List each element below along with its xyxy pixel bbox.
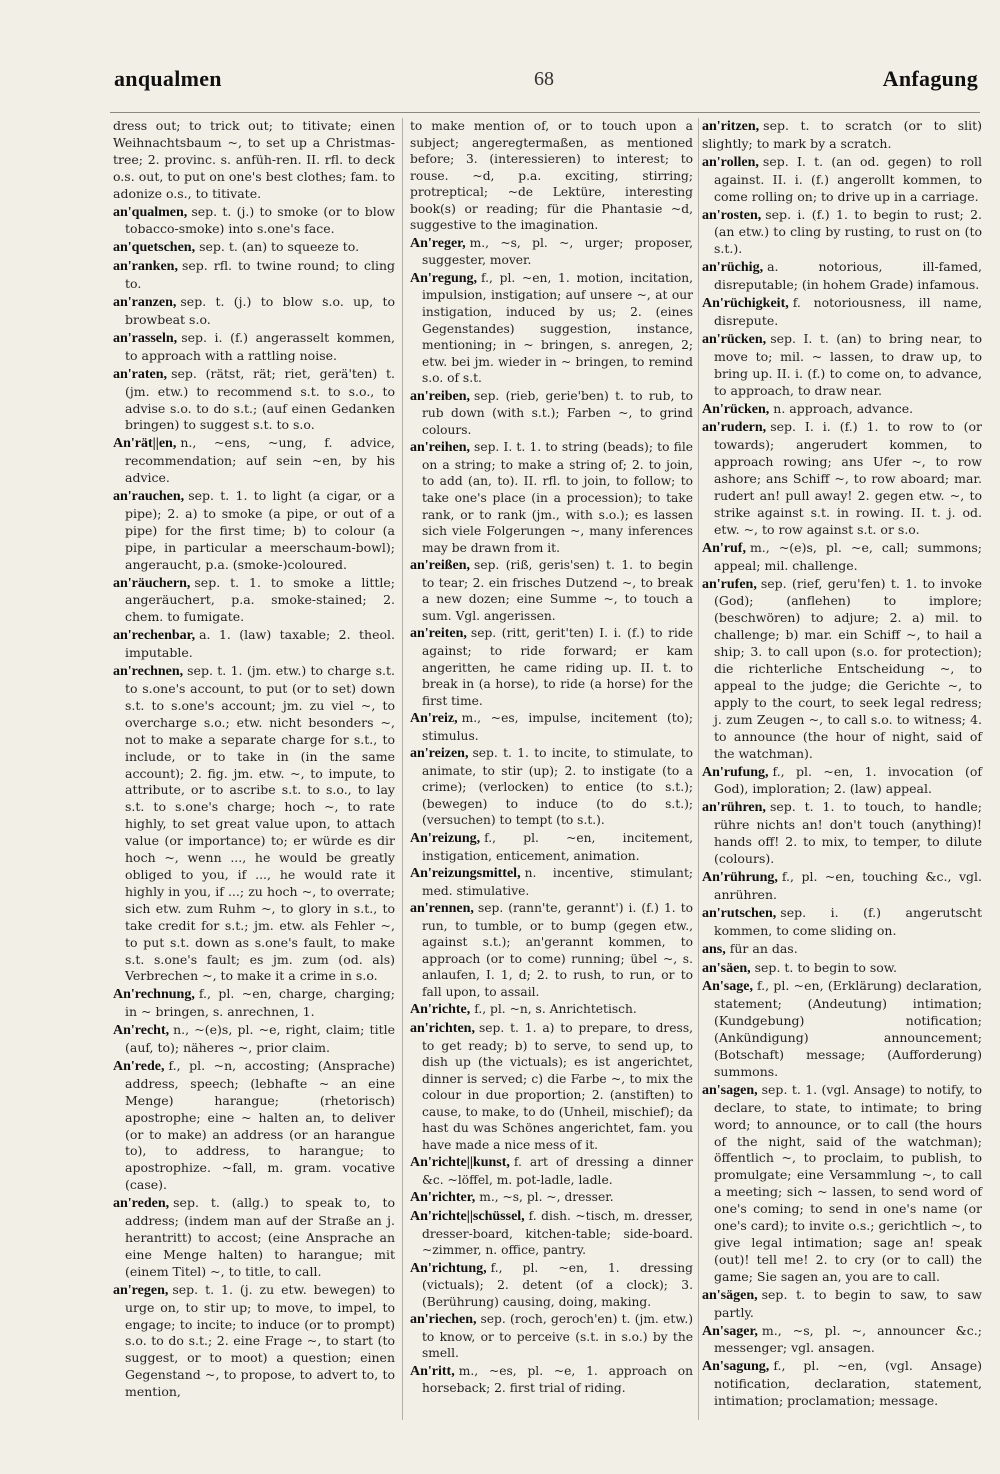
entry-definition: n. approach, advance.	[773, 400, 914, 416]
entry-headword: an'reizen,	[410, 746, 469, 762]
entry-headword: An'reiz,	[410, 711, 458, 727]
entry-headword: An'ritt,	[410, 1363, 455, 1379]
dictionary-entry	[410, 388, 693, 439]
entry-definition: n., ~(e)s, pl. ~e, right, claim; title (auf, to); näheres ~, prior claim.	[125, 1022, 395, 1056]
dictionary-entry	[410, 1001, 693, 1019]
dictionary-entry	[702, 978, 982, 1080]
entry-headword: an'regen,	[113, 1282, 169, 1298]
dictionary-entry	[410, 830, 693, 864]
entry-definition: f., pl. ~n, accosting; (Ansprache) address, speech; (lebhafte ~ an eine Menge) harangue; (rhetorisch) apostrophe; eine ~ halten an, to deliver (or to make) an address (or an harangue to), to address, to harangue; to apostrophize. ~fall, m. gram. vocative (case).	[125, 1057, 395, 1193]
dictionary-entry	[410, 557, 693, 624]
entry-headword: an'ranken,	[113, 259, 178, 275]
entry-headword: An'richtung,	[410, 1260, 487, 1276]
entry-definition: sep. (riß, geris'sen) t. 1. to begin to tear; 2. ein frisches Dutzend ~, to break a new dozen; eine Summe ~, to touch a sum. Vgl. angerissen.	[422, 558, 693, 623]
dictionary-entry	[702, 1358, 982, 1410]
entry-headword: an'rüchig,	[702, 260, 764, 276]
entry-headword: an'richten,	[410, 1020, 475, 1036]
entry-definition: sep. (rieb, gerie'ben) t. to rub, to rub down (with s.t.); Farben ~, to grind colours.	[422, 388, 693, 437]
entry-headword: an'rechnen,	[113, 664, 184, 680]
entry-definition: sep. t. (j.) to blow s.o. up, to browbeat s.o.	[125, 294, 395, 327]
dictionary-entry	[113, 366, 395, 435]
entry-definition: m., ~es, pl. ~e, 1. approach on horseback; 2. first trial of riding.	[422, 1363, 693, 1396]
entry-definition: f., pl. ~n, s. Anrichtetisch.	[474, 1002, 637, 1017]
entry-definition: f., pl. ~en, touching &c., vgl. anrühren.	[714, 868, 982, 902]
entry-definition: dress out; to trick out; to titivate; einen Weihnachtsbaum ~, to set up a Christmas-tree; 2. provinc. s. anfüh-ren. II. rfl. to deck o.s. out, to put on one's best clothes; fam. to adonize o.s., to titivate.	[113, 118, 395, 201]
column-divider	[698, 118, 699, 1420]
dictionary-entry	[702, 1287, 982, 1322]
dictionary-entry	[702, 960, 982, 978]
entry-definition: sep. i. (f.) angerasselt kommen, to approach with a rattling noise.	[125, 329, 395, 363]
entry-headword: an'räuchern,	[113, 575, 191, 591]
entry-headword: An'reger,	[410, 235, 466, 251]
entry-headword: an'rasseln,	[113, 330, 178, 346]
entry-definition: sep. t. 1. to light (a cigar, or a pipe); 2. a) to smoke (a pipe, or out of a pipe) for the first time; b) to colour (a pipe, in particular a meerschaum-bowl); angeraucht, p.a. (smoke-)coloured.	[125, 488, 395, 572]
entry-definition: sep. (rann'te, gerannt') i. (f.) 1. to run, to tumble, or to bump (gegen etw., against s.t.); an'gerannt kommen, to approach (or to come) running; übel ~, s. anlaufen, I. 1, d; 2. to rush, to run, or to fall upon, to assail.	[422, 901, 693, 999]
entry-definition: f. notoriousness, ill name, disrepute.	[714, 295, 982, 328]
dictionary-entry	[410, 235, 693, 269]
entry-headword: an'rühren,	[702, 800, 766, 816]
dictionary-entry	[410, 710, 693, 744]
entry-headword: ans,	[702, 941, 726, 957]
entry-headword: An'rede,	[113, 1058, 165, 1074]
entry-definition: sep. t. (j.) to smoke (or to blow tobacco-smoke) into s.one's face.	[125, 203, 395, 237]
dictionary-entry	[702, 799, 982, 868]
entry-definition: sep. (ritt, gerit'ten) I. i. (f.) to ride against; to ride forward; er kam angeritten, he came riding up. II. t. to break in (a horse), to ride (a horse) for the first time.	[422, 626, 693, 708]
dictionary-entry	[410, 439, 693, 556]
dictionary-entry	[113, 258, 395, 293]
entry-definition: m., ~(e)s, pl. ~e, call; summons; appeal; mil. challenge.	[714, 539, 982, 573]
entry-definition: sep. t. 1. (j. zu etw. bewegen) to urge on, to stir up; to move, to impel, to engage; to incite; to induce (or to prompt) s.o. to do s.t.; 2. eine Frage ~, to start (to suggest, or to moot) a question; einen Gegenstand ~, to propose, to advert to, to mention,	[125, 1281, 395, 1400]
column-divider	[402, 118, 403, 1420]
entry-headword: an'rosten,	[702, 207, 762, 223]
dictionary-entry	[702, 869, 982, 904]
dictionary-entry	[410, 900, 693, 1000]
entry-headword: an'reiten,	[410, 626, 467, 642]
dictionary-entry	[113, 435, 395, 487]
dictionary-entry	[702, 764, 982, 799]
entry-definition: sep. t. 1. a) to prepare, to dress, to get ready; b) to serve, to send up, to dish up (the victuals); es ist angerichtet, dinner is served; c) die Farbe ~, to mix the colour in due proportion; 2. (anstiften) to cause, to make, to do (Unheil, mischief); da hast du was Schönes angerichtet, fam. you have made a nice mess of it.	[422, 1020, 693, 1152]
dictionary-entry	[410, 625, 693, 709]
entry-definition: m., ~s, pl. ~, dresser.	[479, 1190, 614, 1205]
entry-headword: an'ritzen,	[702, 119, 760, 134]
dictionary-entry	[113, 627, 395, 662]
entry-headword: an'rennen,	[410, 901, 474, 917]
entry-definition: f., pl. ~en, (Erklärung) declaration, statement; (Andeutung) intimation; (Kundgebung) notification; (Ankündigung) announcement; (Botschaft) message; (Aufforderung) summons.	[714, 978, 982, 1079]
entry-headword: An'ruf,	[702, 540, 746, 556]
entry-headword: an'rutschen,	[702, 905, 777, 921]
entry-headword: an'reißen,	[410, 558, 471, 574]
entry-headword: An'rechnung,	[113, 987, 195, 1003]
entry-headword: An'regung,	[410, 270, 478, 286]
entry-definition: f., pl. ~en, 1. motion, incitation, impulsion, instigation; auf unsere ~, at our instigation, induced by us; 2. (eines Gegenstandes) suggestion, instance, mentioning; in ~ bringen, s. anregen, 2; etw. bei jm. wieder in ~ bringen, to remind s.o. of s.t.	[422, 270, 693, 386]
entry-headword: An'sage,	[702, 979, 753, 995]
dictionary-entry	[702, 1323, 982, 1358]
entry-definition: sep. (rief, geru'fen) t. 1. to invoke (God); (anflehen) to implore; (beschwören) to adjure; 2. a) mil. to challenge; b) mar. ein Schiff ~, to hail a ship; 3. to call upon (s.o. for protection); die richterliche Entscheidung ~, to appeal to the judge; die Gerichte ~, to apply to the court, to seek legal redress; j. zum Zeugen ~, to call s.o. to witness; 4. to announce (the hour of night, said of the watchman).	[714, 575, 982, 761]
dictionary-entry	[702, 331, 982, 400]
entry-headword: an'sagen,	[702, 1082, 758, 1098]
dictionary-entry	[702, 419, 982, 538]
right-guide-word: Anfagung	[882, 66, 978, 91]
entry-definition: sep. I. i. (f.) 1. to row to (or towards); angerudert kommen, to approach rowing; ans Ufer ~, to row ashore; ans Schiff ~, to row aboard; mar. rudert an! pull away! 2. gegen etw. ~, to strike against s.t. in rowing. II. t. j. od. etw. ~, to row against s.t. or s.o.	[714, 419, 982, 537]
entry-definition: sep. (roch, geroch'en) t. (jm. etw.) to know, or to perceive (s.t. in s.o.) by the smell.	[422, 1312, 693, 1361]
dictionary-entry	[702, 905, 982, 940]
dictionary-entry	[410, 1208, 693, 1259]
dictionary-entry	[113, 1022, 395, 1057]
entry-headword: An'richte,	[410, 1002, 471, 1018]
dictionary-entry	[702, 118, 982, 153]
dictionary-entry	[702, 540, 982, 575]
entry-definition: m., ~es, impulse, incitement (to); stimulus.	[422, 711, 693, 743]
dictionary-entry	[113, 118, 395, 203]
entry-definition: sep. I. t. 1. to string (beads); to file on a string; to make a string of; 2. to join, to add (an, to). II. rfl. to join, to follow; to take one's place (in a procession); to take rank, or to rank (jm., with s.o.); es lassen sich viele Folgerungen ~, many inferences may be drawn from it.	[422, 440, 693, 555]
entry-headword: An'rücken,	[702, 401, 770, 417]
header-rule	[110, 112, 980, 113]
entry-definition: a. notorious, ill-famed, disreputable; (in hohem Grade) infamous.	[714, 259, 982, 293]
entry-headword: An'rufung,	[702, 764, 769, 780]
dictionary-entry	[113, 239, 395, 257]
entry-definition: sep. I. t. (an) to bring near, to move to; mil. ~ lassen, to draw up, to bring up. II. i. (f.) to come on, to advance, to approach, to draw near.	[714, 330, 982, 398]
entry-definition: sep. t. 1. to touch, to handle; rühre nichts an! don't touch (anything)! hands off! 2. to mix, to temper, to dilute (colours).	[714, 799, 982, 867]
dictionary-entry	[410, 1020, 693, 1153]
entry-headword: an'quetschen,	[113, 240, 196, 256]
entry-definition: sep. t. to begin to saw, to saw partly.	[714, 1286, 982, 1320]
entry-definition: f. art of dressing a dinner &c. ~löffel, m. pot-ladle, ladle.	[422, 1155, 693, 1187]
dictionary-entry	[702, 576, 982, 763]
entry-definition: n., ~ens, ~ung, f. advice, recommendation; auf sein ~en, by his advice.	[125, 435, 395, 486]
page-header	[108, 66, 980, 100]
column-3	[702, 118, 982, 1411]
entry-headword: an'reiben,	[410, 388, 471, 404]
entry-definition: sep. i. (f.) 1. to begin to rust; 2. (an etw.) to cling by rusting, to rust on (to s.t.).	[714, 206, 982, 257]
entry-headword: an'qualmen,	[113, 204, 188, 220]
entry-definition: f., pl. ~en, incitement, instigation, enticement, animation.	[422, 830, 693, 863]
left-guide-word: anqualmen	[114, 66, 222, 91]
dictionary-entry	[410, 1311, 693, 1362]
column-2	[410, 118, 693, 1398]
entry-definition: a. 1. (law) taxable; 2. theol. imputable.	[125, 627, 395, 661]
entry-headword: An'reizung,	[410, 830, 481, 846]
entry-headword: an'rauchen,	[113, 489, 185, 505]
dictionary-entry	[113, 330, 395, 365]
entry-definition: sep. (rätst, rät; riet, gerä'ten) t. (jm. etw.) to recommend s.t. to s.o., to advise s.o. to do s.t.; (auf einen Gedanken bringen) to suggest s.t. to s.o.	[125, 365, 395, 433]
entry-definition: sep. rfl. to twine round; to cling to.	[125, 258, 395, 292]
entry-headword: An'rührung,	[702, 869, 778, 885]
dictionary-entry	[113, 663, 395, 985]
entry-definition: sep. t. 1. (vgl. Ansage) to notify, to declare, to state, to intimate; to bring word; to announce, or to call (the hours of the night, said of the watchman); öffentlich ~, to proclaim, to publish, to promulgate; eine Versammlung ~, to call a meeting; sich ~ lassen, to send word of one's coming; to send in one's name (or one's card); to invite o.s.; gerichtlich ~, to give legal intimation; sage an! speak (out)! tell me! 2. to cry (or to call) the game; Sie sagen an, you are to call.	[714, 1081, 982, 1284]
dictionary-entry	[113, 294, 395, 329]
entry-headword: an'rudern,	[702, 420, 767, 436]
dictionary-entry	[410, 1189, 693, 1207]
entry-definition: n. incentive, stimulant; med. stimulative.	[422, 866, 693, 898]
dictionary-entry	[410, 270, 693, 387]
entry-definition: f., pl. ~en, 1. dressing (victuals); 2. detent (of a clock); 3. (Berührung) causing, doing, making.	[422, 1260, 693, 1309]
dictionary-entry	[410, 1260, 693, 1311]
entry-definition: sep. t. to begin to sow.	[754, 959, 897, 975]
entry-definition: sep. t. to scratch (or to slit) slightly; to mark by a scratch.	[702, 118, 982, 151]
entry-headword: an'rechenbar,	[113, 628, 196, 644]
column-1	[113, 118, 395, 1402]
dictionary-entry	[113, 986, 395, 1021]
entry-headword: An'reizungsmittel,	[410, 866, 521, 882]
dictionary-entry	[410, 865, 693, 899]
entry-definition: m., ~s, pl. ~, urger; proposer, suggester, mover.	[422, 235, 693, 268]
entry-headword: an'rollen,	[702, 154, 759, 170]
entry-headword: an'reden,	[113, 1196, 170, 1212]
entry-headword: An'recht,	[113, 1023, 170, 1039]
dictionary-entry	[702, 1082, 982, 1286]
entry-headword: An'richte||kunst,	[410, 1155, 510, 1171]
entry-definition: sep. t. (an) to squeeze to.	[199, 239, 360, 255]
dictionary-entry	[410, 1154, 693, 1188]
dictionary-entry	[113, 204, 395, 239]
page-number: 68	[534, 68, 554, 90]
dictionary-entry	[702, 259, 982, 294]
entry-definition: to make mention of, or to touch upon a subject; angeregtermaßen, as mentioned before; 3. (interessieren) to interest; to rouse. ~d, p.a. exciting, stirring; protreptical; ~de Lektüre, interesting book(s) or reading; für die Phantasie ~d, suggestive to the imagination.	[410, 119, 693, 233]
dictionary-entry	[410, 118, 693, 234]
dictionary-entry	[410, 1363, 693, 1397]
entry-headword: An'richte||schüssel,	[410, 1209, 525, 1224]
dictionary-entry	[113, 1058, 395, 1194]
entry-headword: an'rufen,	[702, 576, 757, 592]
entry-definition: m., ~s, pl. ~, announcer &c.; messenger; vgl. ansagen.	[714, 1322, 982, 1356]
dictionary-entry	[410, 745, 693, 829]
entry-definition: f., pl. ~en, (vgl. Ansage) notification, declaration, statement, intimation; proclamation; message.	[714, 1358, 982, 1409]
dictionary-entry	[702, 295, 982, 330]
entry-definition: für an das.	[729, 940, 798, 956]
dictionary-entry	[702, 941, 982, 959]
dictionary-entry	[702, 207, 982, 259]
dictionary-entry	[113, 575, 395, 627]
entry-headword: An'rüchigkeit,	[702, 296, 789, 312]
entry-definition: sep. t. 1. to smoke a little; angeräuchert, p.a. smoke-stained; 2. chem. to fumigate.	[125, 574, 395, 625]
entry-headword: an'riechen,	[410, 1312, 477, 1328]
dictionary-entry	[113, 1282, 395, 1401]
dictionary-entry	[702, 401, 982, 419]
entry-headword: an'rücken,	[702, 331, 767, 347]
entry-definition: sep. t. (allg.) to speak to, to address; (indem man auf der Straße an j. herantritt) to accost; (eine Ansprache an eine Menge halten) to harangue; mit (einem Titel) ~, to title, to call.	[125, 1195, 395, 1279]
entry-headword: An'sagung,	[702, 1359, 770, 1375]
entry-definition: sep. i. (f.) angerutscht kommen, to come sliding on.	[714, 904, 982, 938]
entry-headword: An'rät||en,	[113, 436, 177, 452]
entry-headword: an'reihen,	[410, 440, 471, 456]
dictionary-entry	[113, 488, 395, 574]
dictionary-entry	[113, 1195, 395, 1281]
entry-headword: an'ranzen,	[113, 295, 177, 311]
entry-definition: sep. I. t. (an od. gegen) to roll against. II. i. (f.) angerollt kommen, to come rolling on; to drive up in a carriage.	[714, 153, 982, 204]
entry-definition: f. dish. ~tisch, m. dresser, dresser-board, kitchen-table; side-board. ~zimmer, n. office, pantry.	[422, 1209, 693, 1258]
entry-definition: sep. t. 1. (jm. etw.) to charge s.t. to s.one's account, to put (or to set) down s.t. to s.one's account; jm. zu viel ~, to overcharge s.o.; etw. nicht besonders ~, not to make a separate charge for s.t., to include, or to take in (in the same account); 2. fig. jm. etw. ~, to impute, to attribute, or to ascribe s.t. to s.o., to lay s.t. to s.one's charge; hoch ~, to rate highly, to set great value upon, to attach value (or importance) to; er würde es dir hoch ~, wenn ..., he would be greatly obliged to you, if ..., he would rate it highly in you, if ...; zu hoch ~, to overrate; sich etw. zum Ruhm ~, to glory in s.t., to take credit for s.t.; jm. etw. als Fehler ~, to put s.t. down as s.one's fault, to make s.t. s.one's fault; es jm. zum (od. als) Verbrechen ~, to make it a crime in s.o.	[125, 663, 395, 984]
entry-headword: An'sager,	[702, 1323, 758, 1339]
entry-headword: an'säen,	[702, 960, 751, 976]
entry-headword: an'raten,	[113, 366, 168, 382]
dictionary-entry	[702, 154, 982, 206]
entry-definition: f., pl. ~en, 1. invocation (of God), imploration; 2. (law) appeal.	[714, 763, 982, 797]
entry-headword: an'sägen,	[702, 1287, 758, 1303]
entry-headword: An'richter,	[410, 1190, 476, 1206]
entry-definition: sep. t. 1. to incite, to stimulate, to animate, to stir (up); 2. to instigate (to a crime); (verlocken) to entice (to s.t.); (bewegen) to induce (to do s.t.); (versuchen) to tempt (to s.t.).	[422, 746, 693, 828]
entry-definition: f., pl. ~en, charge, charging; in ~ bringen, s. anrechnen, 1.	[125, 986, 395, 1020]
